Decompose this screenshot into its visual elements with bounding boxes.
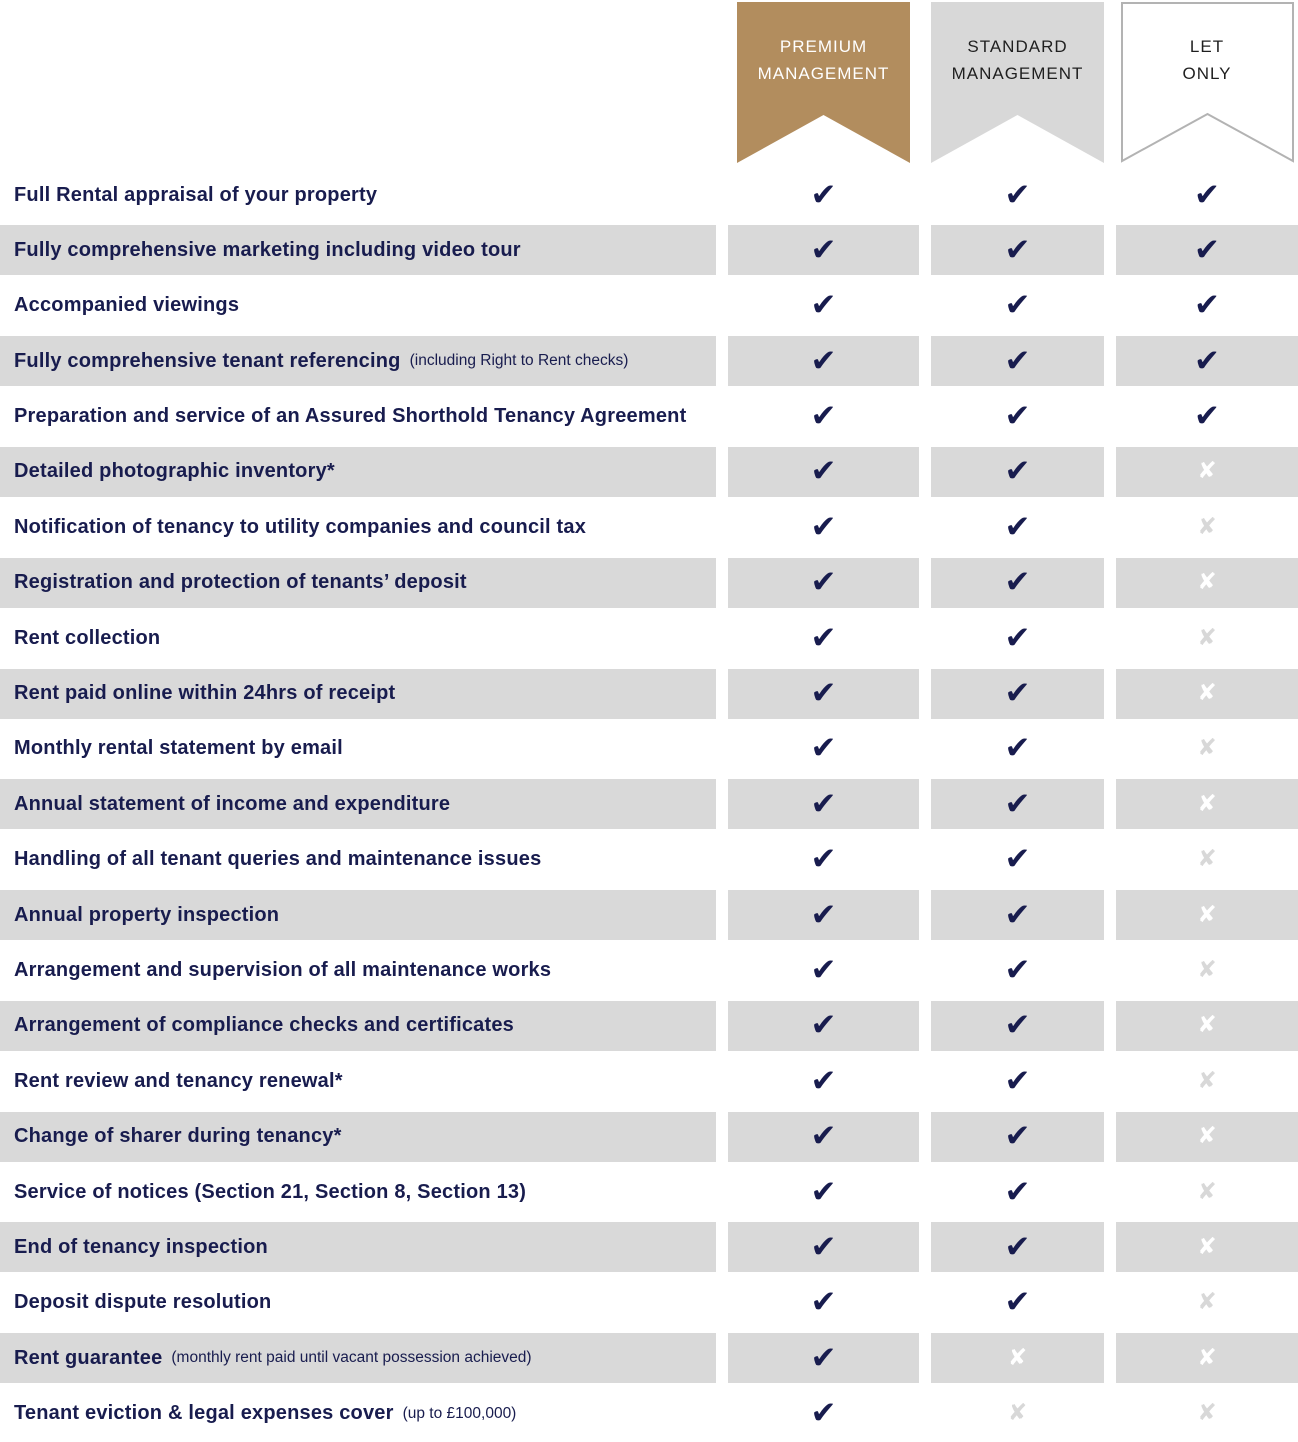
let-only-cell (1116, 279, 1298, 334)
premium-cell (728, 1110, 919, 1165)
premium-cell (728, 1220, 919, 1275)
check-icon: ✔ (1004, 785, 1031, 822)
check-icon: ✔ (1004, 1284, 1031, 1321)
feature-label: Change of sharer during tenancy* (14, 1125, 342, 1148)
cross-icon: ✘ (1197, 1178, 1217, 1205)
check-icon: ✔ (810, 231, 837, 268)
feature-cell (0, 390, 716, 445)
cross-icon: ✘ (1007, 1400, 1028, 1427)
standard-cell (931, 611, 1104, 666)
plan-column-header (931, 0, 1104, 163)
check-icon: ✔ (1194, 176, 1220, 213)
plan-banners (0, 0, 1298, 168)
cross-icon: ✘ (1197, 735, 1217, 762)
cross-icon: ✘ (1197, 846, 1217, 873)
feature-cell (0, 1331, 716, 1386)
check-icon: ✔ (1004, 1173, 1031, 1210)
cross-icon: ✘ (1197, 1233, 1217, 1260)
table-row (0, 833, 1298, 888)
check-icon: ✔ (1004, 951, 1031, 988)
check-icon: ✔ (1194, 231, 1220, 268)
table-row (0, 500, 1298, 555)
let-only-cell (1116, 390, 1298, 445)
cross-icon: ✘ (1197, 901, 1217, 928)
check-icon: ✔ (1004, 231, 1031, 268)
feature-cell (0, 334, 716, 389)
standard-cell (931, 390, 1104, 445)
standard-cell (931, 667, 1104, 722)
premium-cell (728, 500, 919, 555)
feature-note: (monthly rent paid until vacant possession achieved) (171, 1349, 532, 1367)
feature-note: (up to £100,000) (402, 1404, 517, 1422)
check-icon: ✔ (1004, 1228, 1031, 1265)
plan-banner-let-only (1121, 2, 1294, 163)
standard-cell (931, 1220, 1104, 1275)
premium-cell (728, 777, 919, 832)
check-icon: ✔ (1004, 1062, 1031, 1099)
premium-cell (728, 888, 919, 943)
feature-cell (0, 1220, 716, 1275)
premium-cell (728, 223, 919, 278)
check-icon: ✔ (1194, 287, 1220, 324)
check-icon: ✔ (810, 1395, 837, 1432)
feature-cell (0, 1054, 716, 1109)
feature-label: End of tenancy inspection (14, 1235, 268, 1258)
cross-icon: ✘ (1197, 956, 1217, 983)
let-only-cell (1116, 1110, 1298, 1165)
standard-cell (931, 556, 1104, 611)
standard-cell (931, 1331, 1104, 1386)
let-only-cell (1116, 611, 1298, 666)
feature-label: Detailed photographic inventory* (14, 460, 335, 483)
check-icon: ✔ (1004, 619, 1031, 656)
check-icon: ✔ (1004, 841, 1031, 878)
let-only-cell (1116, 722, 1298, 777)
feature-cell (0, 833, 716, 888)
feature-cell (0, 223, 716, 278)
check-icon: ✔ (810, 1062, 837, 1099)
plan-title-line: PREMIUM (779, 37, 868, 56)
table-row (0, 611, 1298, 666)
cross-icon: ✘ (1197, 1123, 1217, 1150)
let-only-cell (1116, 888, 1298, 943)
check-icon: ✔ (810, 785, 837, 822)
check-icon: ✔ (810, 453, 837, 490)
table-row (0, 1110, 1298, 1165)
cross-icon: ✘ (1197, 458, 1217, 485)
let-only-cell (1116, 445, 1298, 500)
cross-icon: ✘ (1007, 1344, 1028, 1371)
premium-cell (728, 1054, 919, 1109)
feature-label: Full Rental appraisal of your property (14, 183, 378, 206)
standard-cell (931, 943, 1104, 998)
feature-cell (0, 1165, 716, 1220)
feature-note: (including Right to Rent checks) (409, 352, 629, 370)
check-icon: ✔ (1004, 564, 1031, 601)
premium-cell (728, 943, 919, 998)
feature-cell (0, 1110, 716, 1165)
check-icon: ✔ (1004, 453, 1031, 490)
let-only-cell (1116, 556, 1298, 611)
table-row (0, 943, 1298, 998)
check-icon: ✔ (810, 1173, 837, 1210)
table-row (0, 667, 1298, 722)
cross-icon: ✘ (1197, 790, 1217, 817)
feature-label: Registration and protection of tenants’ deposit (14, 571, 467, 594)
check-icon: ✔ (810, 951, 837, 988)
plan-title (737, 2, 910, 87)
feature-cell (0, 722, 716, 777)
table-row (0, 1276, 1298, 1331)
standard-cell (931, 833, 1104, 888)
feature-cell (0, 943, 716, 998)
premium-cell (728, 390, 919, 445)
check-icon: ✔ (810, 1284, 837, 1321)
check-icon: ✔ (810, 564, 837, 601)
check-icon: ✔ (810, 342, 837, 379)
check-icon: ✔ (810, 1228, 837, 1265)
feature-cell (0, 1276, 716, 1331)
premium-cell (728, 999, 919, 1054)
let-only-cell (1116, 1054, 1298, 1109)
premium-cell (728, 1331, 919, 1386)
check-icon: ✔ (1004, 1118, 1031, 1155)
feature-cell (0, 999, 716, 1054)
check-icon: ✔ (1004, 508, 1031, 545)
check-icon: ✔ (1004, 1007, 1031, 1044)
standard-cell (931, 777, 1104, 832)
cross-icon: ✘ (1197, 680, 1217, 707)
check-icon: ✔ (810, 508, 837, 545)
let-only-cell (1116, 1165, 1298, 1220)
let-only-cell (1116, 1387, 1298, 1442)
feature-label: Handling of all tenant queries and maintenance issues (14, 848, 542, 871)
feature-cell (0, 500, 716, 555)
feature-cell (0, 611, 716, 666)
cross-icon: ✘ (1197, 1289, 1217, 1316)
table-row (0, 777, 1298, 832)
feature-rows (0, 168, 1298, 1442)
feature-label: Arrangement and supervision of all maintenance works (14, 958, 552, 981)
premium-cell (728, 556, 919, 611)
table-row (0, 556, 1298, 611)
cross-icon: ✘ (1197, 1012, 1217, 1039)
feature-label: Accompanied viewings (14, 294, 240, 317)
standard-cell (931, 334, 1104, 389)
table-row (0, 1165, 1298, 1220)
plan-title-line: MANAGEMENT (951, 64, 1084, 83)
check-icon: ✔ (810, 1118, 837, 1155)
premium-cell (728, 1387, 919, 1442)
table-row (0, 223, 1298, 278)
let-only-cell (1116, 1331, 1298, 1386)
let-only-cell (1116, 500, 1298, 555)
table-row (0, 279, 1298, 334)
feature-label: Fully comprehensive marketing including video tour (14, 238, 521, 261)
check-icon: ✔ (810, 176, 837, 213)
let-only-cell (1116, 999, 1298, 1054)
plan-title-line: STANDARD (967, 37, 1068, 56)
check-icon: ✔ (810, 675, 837, 712)
let-only-cell (1116, 777, 1298, 832)
plan-title (931, 2, 1104, 87)
premium-cell (728, 445, 919, 500)
feature-label: Notification of tenancy to utility companies and council tax (14, 515, 587, 538)
table-row (0, 722, 1298, 777)
feature-label: Rent paid online within 24hrs of receipt (14, 682, 396, 705)
check-icon: ✔ (1194, 398, 1220, 435)
feature-cell (0, 667, 716, 722)
standard-cell (931, 500, 1104, 555)
table-row (0, 1331, 1298, 1386)
check-icon: ✔ (810, 619, 837, 656)
cross-icon: ✘ (1197, 624, 1217, 651)
check-icon: ✔ (810, 398, 837, 435)
feature-label: Annual property inspection (14, 903, 280, 926)
feature-label: Rent review and tenancy renewal* (14, 1069, 343, 1092)
premium-cell (728, 611, 919, 666)
let-only-cell (1116, 334, 1298, 389)
feature-label: Service of notices (Section 21, Section 8, Section 13) (14, 1180, 527, 1203)
premium-cell (728, 334, 919, 389)
feature-cell (0, 777, 716, 832)
let-only-cell (1116, 168, 1298, 223)
plan-title-line: MANAGEMENT (757, 64, 890, 83)
feature-label: Preparation and service of an Assured Shorthold Tenancy Agreement (14, 405, 687, 428)
feature-label: Tenant eviction & legal expenses cover (14, 1402, 394, 1425)
check-icon: ✔ (810, 730, 837, 767)
feature-cell (0, 168, 716, 223)
feature-label: Annual statement of income and expenditure (14, 792, 451, 815)
standard-cell (931, 1165, 1104, 1220)
check-icon: ✔ (810, 841, 837, 878)
plan-title (1121, 2, 1294, 87)
standard-cell (931, 1276, 1104, 1331)
premium-cell (728, 279, 919, 334)
plan-column-header (1116, 0, 1298, 163)
standard-cell (931, 999, 1104, 1054)
standard-cell (931, 888, 1104, 943)
check-icon: ✔ (1004, 287, 1031, 324)
feature-label: Rent collection (14, 626, 161, 649)
premium-cell (728, 1276, 919, 1331)
standard-cell (931, 445, 1104, 500)
table-row (0, 1387, 1298, 1442)
check-icon: ✔ (1004, 675, 1031, 712)
check-icon: ✔ (1004, 398, 1031, 435)
cross-icon: ✘ (1197, 1400, 1217, 1427)
let-only-cell (1116, 833, 1298, 888)
check-icon: ✔ (1004, 730, 1031, 767)
table-row (0, 1054, 1298, 1109)
premium-cell (728, 833, 919, 888)
let-only-cell (1116, 223, 1298, 278)
plan-banner-standard (931, 2, 1104, 163)
check-icon: ✔ (1194, 342, 1220, 379)
let-only-cell (1116, 667, 1298, 722)
feature-label: Monthly rental statement by email (14, 737, 343, 760)
table-row (0, 334, 1298, 389)
feature-cell (0, 445, 716, 500)
plan-title-line: ONLY (1182, 64, 1232, 83)
premium-cell (728, 667, 919, 722)
table-row (0, 445, 1298, 500)
table-row (0, 999, 1298, 1054)
table-row (0, 168, 1298, 223)
premium-cell (728, 722, 919, 777)
feature-cell (0, 888, 716, 943)
premium-cell (728, 1165, 919, 1220)
table-row (0, 1220, 1298, 1275)
standard-cell (931, 1110, 1104, 1165)
check-icon: ✔ (810, 287, 837, 324)
feature-cell (0, 279, 716, 334)
standard-cell (931, 223, 1104, 278)
let-only-cell (1116, 1276, 1298, 1331)
feature-cell (0, 1387, 716, 1442)
let-only-cell (1116, 1220, 1298, 1275)
check-icon: ✔ (1004, 176, 1031, 213)
let-only-cell (1116, 943, 1298, 998)
plan-banner-premium (737, 2, 910, 163)
check-icon: ✔ (810, 1339, 837, 1376)
standard-cell (931, 1387, 1104, 1442)
feature-label: Deposit dispute resolution (14, 1291, 272, 1314)
standard-cell (931, 279, 1104, 334)
table-row (0, 888, 1298, 943)
check-icon: ✔ (1004, 342, 1031, 379)
standard-cell (931, 722, 1104, 777)
cross-icon: ✘ (1197, 569, 1217, 596)
plan-column-header (728, 0, 919, 163)
premium-cell (728, 168, 919, 223)
cross-icon: ✘ (1197, 1344, 1217, 1371)
feature-cell (0, 556, 716, 611)
table-row (0, 390, 1298, 445)
feature-label: Fully comprehensive tenant referencing (14, 349, 401, 372)
check-icon: ✔ (810, 1007, 837, 1044)
standard-cell (931, 1054, 1104, 1109)
cross-icon: ✘ (1197, 1067, 1217, 1094)
standard-cell (931, 168, 1104, 223)
plan-title-line: LET (1189, 37, 1225, 56)
feature-label: Rent guarantee (14, 1346, 163, 1369)
check-icon: ✔ (810, 896, 837, 933)
cross-icon: ✘ (1197, 513, 1217, 540)
check-icon: ✔ (1004, 896, 1031, 933)
feature-label: Arrangement of compliance checks and certificates (14, 1014, 514, 1037)
